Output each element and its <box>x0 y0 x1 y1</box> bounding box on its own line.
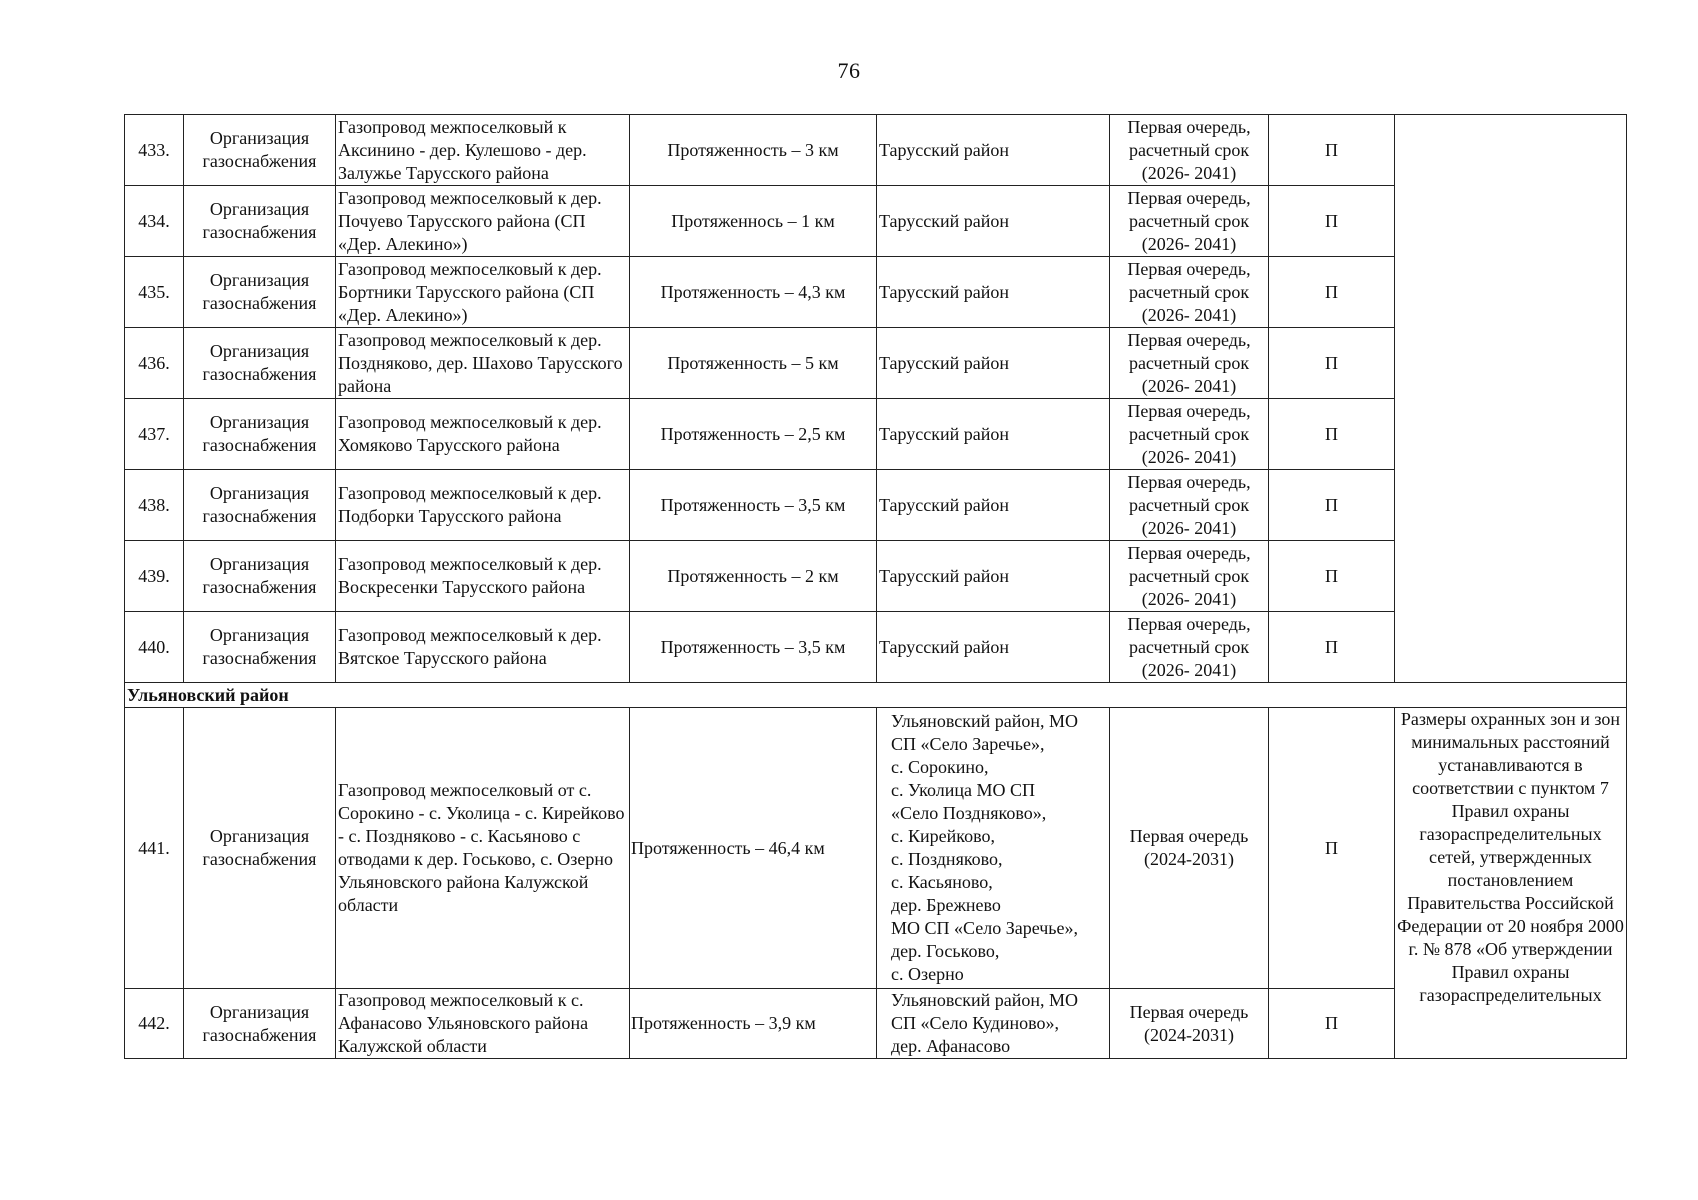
object-name: Газопровод межпоселковый от с. Сорокино - с. Уколица - с. Кирейково - с. Поздняково - с. Касьяново с отводами к дер. Госьково, с. Озерно Ульяновского района Калужской области <box>336 708 630 989</box>
object-name: Газопровод межпоселковый к с. Афанасово Ульяновского района Калужской области <box>336 989 630 1059</box>
location-line: Ульяновский район, МО <box>891 990 1078 1010</box>
location-line: дер. Госьково, <box>891 941 1000 961</box>
object-length: Протяженность – 3,5 км <box>630 470 877 541</box>
object-location: Тарусский район <box>877 399 1110 470</box>
object-name: Газопровод межпоселковый к дер. Почуево Тарусского района (СП «Дер. Алекино») <box>336 186 630 257</box>
implementation-stage: Первая очередь (2024-2031) <box>1110 708 1269 989</box>
row-number: 441. <box>125 708 184 989</box>
location-line: СП «Село Кудиново», <box>891 1013 1060 1033</box>
row-number: 435. <box>125 257 184 328</box>
implementation-stage: Первая очередь, расчетный срок (2026- 2041) <box>1110 612 1269 683</box>
activity-type: Организация газоснабжения <box>184 612 336 683</box>
activity-type: Организация газоснабжения <box>184 115 336 186</box>
object-status: П <box>1269 612 1395 683</box>
implementation-stage: Первая очередь (2024-2031) <box>1110 989 1269 1059</box>
object-location: Тарусский район <box>877 470 1110 541</box>
object-status: П <box>1269 186 1395 257</box>
object-status: П <box>1269 708 1395 989</box>
activity-type: Организация газоснабжения <box>184 989 336 1059</box>
location-line: СП «Село Заречье», <box>891 734 1045 754</box>
location-line: с. Касьяново, <box>891 872 993 892</box>
object-location <box>877 708 1110 989</box>
object-name: Газопровод межпоселковый к дер. Бортники Тарусского района (СП «Дер. Алекино») <box>336 257 630 328</box>
row-number: 436. <box>125 328 184 399</box>
location-line: с. Сорокино, <box>891 757 989 777</box>
object-length: Протяженность – 3,9 км <box>630 989 877 1059</box>
object-length: Протяженность – 2,5 км <box>630 399 877 470</box>
object-length: Протяженность – 3,5 км <box>630 612 877 683</box>
object-location <box>877 989 1110 1059</box>
table-row <box>125 115 1627 186</box>
object-length: Протяженнось – 1 км <box>630 186 877 257</box>
row-number: 438. <box>125 470 184 541</box>
object-length: Протяженность – 3 км <box>630 115 877 186</box>
location-line: с. Поздняково, <box>891 849 1003 869</box>
row-number: 437. <box>125 399 184 470</box>
object-length: Протяженность – 46,4 км <box>630 708 877 989</box>
object-name: Газопровод межпоселковый к Аксинино - дер. Кулешово - дер. Залужье Тарусского района <box>336 115 630 186</box>
implementation-stage: Первая очередь, расчетный срок (2026- 2041) <box>1110 186 1269 257</box>
activity-type: Организация газоснабжения <box>184 328 336 399</box>
object-name: Газопровод межпоселковый к дер. Хомяково Тарусского района <box>336 399 630 470</box>
implementation-stage: Первая очередь, расчетный срок (2026- 2041) <box>1110 328 1269 399</box>
location-line: с. Кирейково, <box>891 826 995 846</box>
note-cell-empty <box>1395 115 1627 683</box>
row-number: 440. <box>125 612 184 683</box>
activity-type: Организация газоснабжения <box>184 708 336 989</box>
object-length: Протяженность – 4,3 км <box>630 257 877 328</box>
object-status: П <box>1269 541 1395 612</box>
implementation-stage: Первая очередь, расчетный срок (2026- 2041) <box>1110 257 1269 328</box>
location-line: дер. Брежнево <box>891 895 1001 915</box>
location-line: МО СП «Село Заречье», <box>891 918 1079 938</box>
row-number: 434. <box>125 186 184 257</box>
object-length: Протяженность – 5 км <box>630 328 877 399</box>
object-status: П <box>1269 328 1395 399</box>
object-length: Протяженность – 2 км <box>630 541 877 612</box>
object-status: П <box>1269 989 1395 1059</box>
table-row <box>125 708 1627 989</box>
object-location: Тарусский район <box>877 328 1110 399</box>
activity-type: Организация газоснабжения <box>184 399 336 470</box>
activity-type: Организация газоснабжения <box>184 470 336 541</box>
object-name: Газопровод межпоселковый к дер. Вятское Тарусского района <box>336 612 630 683</box>
page-number: 76 <box>837 58 861 83</box>
activity-type: Организация газоснабжения <box>184 257 336 328</box>
row-number: 442. <box>125 989 184 1059</box>
object-status: П <box>1269 257 1395 328</box>
implementation-stage: Первая очередь, расчетный срок (2026- 2041) <box>1110 399 1269 470</box>
activity-type: Организация газоснабжения <box>184 186 336 257</box>
implementation-stage: Первая очередь, расчетный срок (2026- 2041) <box>1110 541 1269 612</box>
location-line: «Село Поздняково», <box>891 803 1047 823</box>
location-line: дер. Афанасово <box>891 1036 1011 1056</box>
gas-supply-table <box>124 114 1627 1059</box>
row-number: 433. <box>125 115 184 186</box>
object-name: Газопровод межпоселковый к дер. Воскресенки Тарусского района <box>336 541 630 612</box>
location-line: с. Уколица МО СП <box>891 780 1035 800</box>
object-status: П <box>1269 470 1395 541</box>
implementation-stage: Первая очередь, расчетный срок (2026- 2041) <box>1110 470 1269 541</box>
object-location: Тарусский район <box>877 257 1110 328</box>
row-number: 439. <box>125 541 184 612</box>
object-status: П <box>1269 115 1395 186</box>
object-name: Газопровод межпоселковый к дер. Поздняково, дер. Шахово Тарусского района <box>336 328 630 399</box>
object-location: Тарусский район <box>877 612 1110 683</box>
location-line: Ульяновский район, МО <box>891 711 1078 731</box>
object-location: Тарусский район <box>877 541 1110 612</box>
object-location: Тарусский район <box>877 186 1110 257</box>
implementation-stage: Первая очередь, расчетный срок (2026- 2041) <box>1110 115 1269 186</box>
location-line: с. Озерно <box>891 964 964 984</box>
object-location: Тарусский район <box>877 115 1110 186</box>
section-title: Ульяновский район <box>125 683 1627 708</box>
activity-type: Организация газоснабжения <box>184 541 336 612</box>
object-name: Газопровод межпоселковый к дер. Подборки Тарусского района <box>336 470 630 541</box>
object-status: П <box>1269 399 1395 470</box>
protection-zone-note: Размеры охранных зон и зон минимальных расстояний устанавливаются в соответствии с пунктом 7 Правил охраны газораспределительных сетей, утвержденных постановлением Правительства Российской Федерации от 20 ноября 2000 г. № 878 «Об утверждении Правил охраны газораспределительных <box>1395 708 1627 1059</box>
section-row <box>125 683 1627 708</box>
